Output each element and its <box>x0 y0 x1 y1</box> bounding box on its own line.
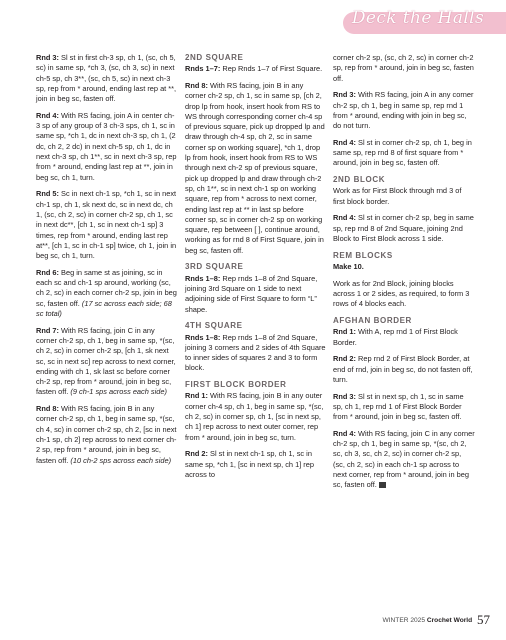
instruction-paragraph <box>333 327 475 348</box>
column-2 <box>185 53 326 487</box>
section-heading: 2ND BLOCK <box>333 175 386 185</box>
round-label: Rnd 4: <box>333 213 356 223</box>
instruction-paragraph <box>185 81 326 256</box>
round-label: Rnd 8: <box>185 80 208 90</box>
instruction-text: Beg in same st as joining, sc in each sc and ch-1 sp around, working (sc, ch 2, sc) in each corner ch-2 sp, join in beg sc, fasten off. <box>36 267 177 308</box>
round-label: Rnd 4: <box>333 428 356 438</box>
instruction-text: With RS facing, join C in any corner ch-2 sp, ch 1, beg in same sp, *(sc, ch 2, sc, ch 3, sc, ch 2, sc) in corner ch-2 sp, (sc, ch 2, sc) in each ch-1 sp across to next corner, rep from * around, join in beg sc, fasten off. <box>333 428 475 490</box>
section-heading: 2ND SQUARE <box>185 53 244 62</box>
section-title: Deck the Halls <box>351 8 485 28</box>
instruction-text: Sl st in first ch-3 sp, ch 1, (sc, ch 5, sc) in same sp, *ch 3, (sc, ch 3, sc) in next ch-5 sp, ch 3**, (sc, ch 5, sc) in next ch-3 sp, rep from * around, ending last rep at **, join in beg sc, fasten off. <box>36 53 177 104</box>
stitch-count-note: (9 ch-1 sps across each side) <box>70 387 167 397</box>
round-label: Rnd 2: <box>185 449 208 459</box>
instruction-text: Work as for First Block through rnd 3 of first block border. <box>333 186 462 206</box>
round-label: Rnd 3: <box>333 391 356 401</box>
round-label: Rnd 2: <box>333 354 356 364</box>
instruction-paragraph <box>333 90 475 131</box>
round-label: Rnd 6: <box>36 267 59 277</box>
round-label: Rnd 1: <box>185 391 208 401</box>
instruction-text: corner ch-2 sp, (sc, ch 2, sc) in corner ch-2 sp, rep from * around, join in beg sc, fasten off. <box>333 53 474 83</box>
round-label: Make 10. <box>333 262 364 271</box>
round-label: Rnd 3: <box>36 53 59 62</box>
instruction-text: With RS facing, join B in any outer corner ch-4 sp, ch 1, beg in same sp, *(sc, ch 2, sc) in corner sp, ch 1, [sc in next sp, ch 1] rep across to next outer corner, rep from * around, join in beg sc, turn. <box>185 391 324 442</box>
magazine-name: Crochet World <box>426 617 473 624</box>
instruction-paragraph <box>36 404 177 466</box>
instruction-paragraph <box>36 53 177 104</box>
instruction-paragraph <box>333 262 475 272</box>
instruction-text: With A, rep rnd 1 of First Block Border. <box>333 327 458 347</box>
instruction-text: Sl st in next ch-1 sp, ch 1, sc in same sp, *ch 1, [sc in next sp, ch 1] rep across to <box>185 449 314 479</box>
round-label: Rnd 4: <box>333 137 356 147</box>
instruction-paragraph <box>333 53 475 84</box>
instruction-text: With RS facing, join A in any corner ch-2 sp, ch 1, beg in same sp, rep rnd 1 from * around, ending with join in beg sc, do not turn. <box>333 90 474 131</box>
instruction-paragraph <box>36 268 177 319</box>
instruction-paragraph <box>36 111 177 183</box>
instruction-paragraph <box>333 392 475 423</box>
instruction-paragraph <box>36 326 177 398</box>
instruction-text: Sl st in corner ch-2 sp, beg in same sp, rep rnd 8 of 2nd Square, joining 2nd Block to First Block across 1 side. <box>333 213 474 244</box>
column-1 <box>36 53 177 472</box>
instruction-text: With RS facing, join B in any corner ch-2 sp, ch 1, sc in same sp, [ch 2, drop lp from hook, insert hook from RS to WS through corresponding corner ch-4 sp of previous square, pick up dropped lp and draw through ch-4 sp, ch 2, sc in same corner sp on working square], *ch 1, drop lp from hook, insert hook from RS to WS through next ch-2 sp of previous square, pick up dropped lp and draw through ch-2 sp, ch 1**, sc in next ch-1 sp on working square, rep from * across to next corner, ending last rep at ** in last sp before corner sp, sc in corner ch-2 sp on working square, rep between [ ], continue around, working as for rnd 8 of First Square, join in beg sc, fasten off. <box>185 80 325 255</box>
instruction-paragraph <box>185 274 326 315</box>
instruction-text: Sl st in next sp, ch 1, sc in same sp, ch 1, rep rnd 1 of First Block Border from * around, join in beg sc, fasten off. <box>333 391 464 422</box>
instruction-paragraph <box>333 213 475 244</box>
instruction-paragraph <box>333 354 475 385</box>
round-label: Rnd 3: <box>333 90 356 100</box>
instruction-text: Rep rnd 2 of First Block Border, at end of rnd, join in beg sc, do not fasten off, turn. <box>333 354 473 384</box>
instruction-paragraph <box>185 449 326 480</box>
section-heading: 3RD SQUARE <box>185 262 244 272</box>
round-label: Rnds 1–7: <box>185 64 221 74</box>
round-label: Rnds 1–8: <box>185 332 221 342</box>
instruction-paragraph <box>36 189 177 261</box>
round-label: Rnds 1–8: <box>185 273 221 283</box>
instruction-text: Rep Rnds 1–7 of First Square. <box>220 64 323 74</box>
stitch-count-note: (17 sc across each side; 68 sc total) <box>36 298 172 318</box>
instruction-text: With RS facing, join A in center ch-3 sp of any group of 3 ch-3 sps, ch 1, sc in same sp, *ch 1, dc in next ch-3 sp, ch 1, (2 dc, ch 2, 2 dc) in next ch-5 sp, ch 1, dc in next ch-3 sp, ch 1**, sc in next ch-3 sp, rep from * around, ending last rep at **, join in beg sc, ch 1, turn. <box>36 110 177 182</box>
instruction-paragraph <box>333 279 475 310</box>
instruction-text: Rep rnds 1–8 of 2nd Square, joining 3 corners and 2 sides of 4th Square to inner sides of squares 2 and 3 to form block. <box>185 332 326 373</box>
section-heading: FIRST BLOCK BORDER <box>185 380 287 390</box>
instruction-text: Sl st in corner ch-2 sp, ch 1, beg in same sp, rep rnd 8 of first square from * around, join in beg sc, fasten off. <box>333 137 472 168</box>
page-footer <box>300 612 490 628</box>
end-of-pattern-icon <box>379 482 386 488</box>
instruction-paragraph <box>185 391 326 442</box>
section-heading: 4TH SQUARE <box>185 321 243 331</box>
issue-date: WINTER 2025 <box>382 617 425 624</box>
round-label: Rnd 7: <box>36 325 59 335</box>
instruction-text: Work as for 2nd Block, joining blocks across 1 or 2 sides, as required, to form 3 rows of 4 blocks each. <box>333 278 470 309</box>
page-number: 57 <box>477 612 490 627</box>
instruction-paragraph <box>185 64 326 74</box>
section-heading: AFGHAN BORDER <box>333 315 412 325</box>
instruction-paragraph <box>185 333 326 374</box>
section-heading: REM BLOCKS <box>333 250 393 260</box>
instruction-paragraph <box>333 186 475 207</box>
instruction-paragraph <box>333 138 475 169</box>
round-label: Rnd 8: <box>36 404 59 414</box>
instruction-text: With RS facing, join C in any corner ch-2 sp, ch 1, beg in same sp, *(sc, ch 2, sc) in corner ch-2 sp, [ch 1, sk next sc, sc in next sc] rep across to next corner, ending with ch 1, sk last sc before corner ch-2 sp, rep from * around, join in beg sc, fasten off. <box>36 325 176 397</box>
instruction-text: With RS facing, join B in any corner ch-2 sp, ch 1, beg in same sp, *(sc, ch 4, sc) in corner ch-2 sp, ch 2, [sc in next ch-1 sp, ch 2] rep across to next corner ch-2 sp, rep from * around, join in beg sc, fasten off. <box>36 404 177 465</box>
round-label: Rnd 4: <box>36 110 59 120</box>
stitch-count-note: (10 ch-2 sps across each side) <box>70 455 172 465</box>
instruction-text: Rep rnds 1–8 of 2nd Square, joining 3rd Square on 1 side to next adjoining side of First Square to form “L” shape. <box>185 273 318 314</box>
column-3 <box>333 53 475 497</box>
round-label: Rnd 5: <box>36 189 59 199</box>
round-label: Rnd 1: <box>333 327 356 337</box>
instruction-text: Sc in next ch-1 sp, *ch 1, sc in next ch-1 sp, ch 1, sk next dc, sc in next dc, ch 1, (sc, ch 2, sc) in corner ch-2 sp, ch 1, sc in next dc**, [ch 1, sc in next ch-1 sp] 3 times, rep from * around, ending last rep at**, [ch 1, sc in ch-1 sp] twice, ch 1, join in beg sc, ch 1, turn. <box>36 189 177 261</box>
instruction-paragraph <box>333 429 475 491</box>
